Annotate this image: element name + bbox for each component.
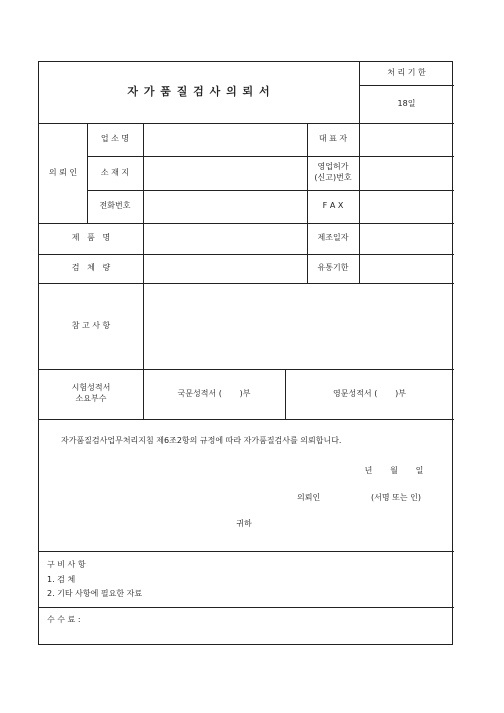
address-label: 소 재 지 bbox=[100, 167, 130, 177]
sample-qty-field[interactable] bbox=[144, 255, 306, 282]
remarks-label: 참 고 사 항 bbox=[71, 320, 111, 330]
expiry-label: 유통기한 bbox=[317, 263, 349, 273]
representative-label: 대 표 자 bbox=[318, 134, 348, 144]
fee-label: 수 수 료 : bbox=[47, 614, 81, 624]
date-line[interactable]: 년 월 일 bbox=[364, 465, 424, 475]
rule bbox=[39, 607, 454, 608]
representative-field[interactable] bbox=[360, 124, 453, 155]
fax-label: F A X bbox=[322, 201, 344, 211]
form-title: 자 가 품 질 검 사 의 뢰 서 bbox=[127, 85, 271, 99]
expiry-field[interactable] bbox=[360, 255, 453, 282]
english-report-count[interactable]: 영문성적서 ( )부 bbox=[333, 388, 406, 398]
license-number-label: 영업허가 (신고)번호 bbox=[314, 162, 352, 182]
fax-field[interactable] bbox=[360, 191, 453, 222]
document-item: 2. 기타 사항에 필요한 자료 bbox=[47, 588, 143, 598]
inspection-request-form bbox=[38, 61, 453, 645]
documents-title: 구 비 사 항 bbox=[47, 559, 86, 569]
sample-qty-label: 검 체 량 bbox=[71, 263, 111, 273]
rule bbox=[39, 419, 454, 420]
product-name-field[interactable] bbox=[144, 224, 306, 253]
addressee: 귀하 bbox=[236, 518, 252, 528]
request-statement: 자가품질검사업무처리지침 제6조2항의 규정에 따라 자가품질검사를 의뢰합니다. bbox=[61, 435, 342, 445]
deadline-value: 18일 bbox=[397, 98, 416, 108]
manufacture-date-label: 제조일자 bbox=[317, 233, 349, 243]
business-name-field[interactable] bbox=[144, 124, 306, 155]
document-item: 1. 검 체 bbox=[47, 574, 76, 584]
phone-field[interactable] bbox=[144, 191, 306, 222]
address-field[interactable] bbox=[144, 157, 306, 189]
rule bbox=[39, 551, 454, 552]
manufacture-date-field[interactable] bbox=[360, 224, 453, 253]
requester-signature-line[interactable]: 의뢰인 (서명 또는 인) bbox=[296, 492, 421, 502]
applicant-label: 의 뢰 인 bbox=[48, 167, 78, 177]
remarks-field[interactable] bbox=[144, 284, 453, 368]
product-name-label: 제 품 명 bbox=[71, 233, 111, 243]
deadline-label: 처 리 기 한 bbox=[387, 68, 426, 78]
business-name-label: 업 소 명 bbox=[100, 134, 130, 144]
report-count-label: 시험성적서 소요부수 bbox=[71, 383, 111, 403]
license-number-field[interactable] bbox=[360, 157, 453, 189]
phone-label: 전화번호 bbox=[99, 201, 131, 211]
korean-report-count[interactable]: 국문성적서 ( )부 bbox=[177, 388, 251, 398]
